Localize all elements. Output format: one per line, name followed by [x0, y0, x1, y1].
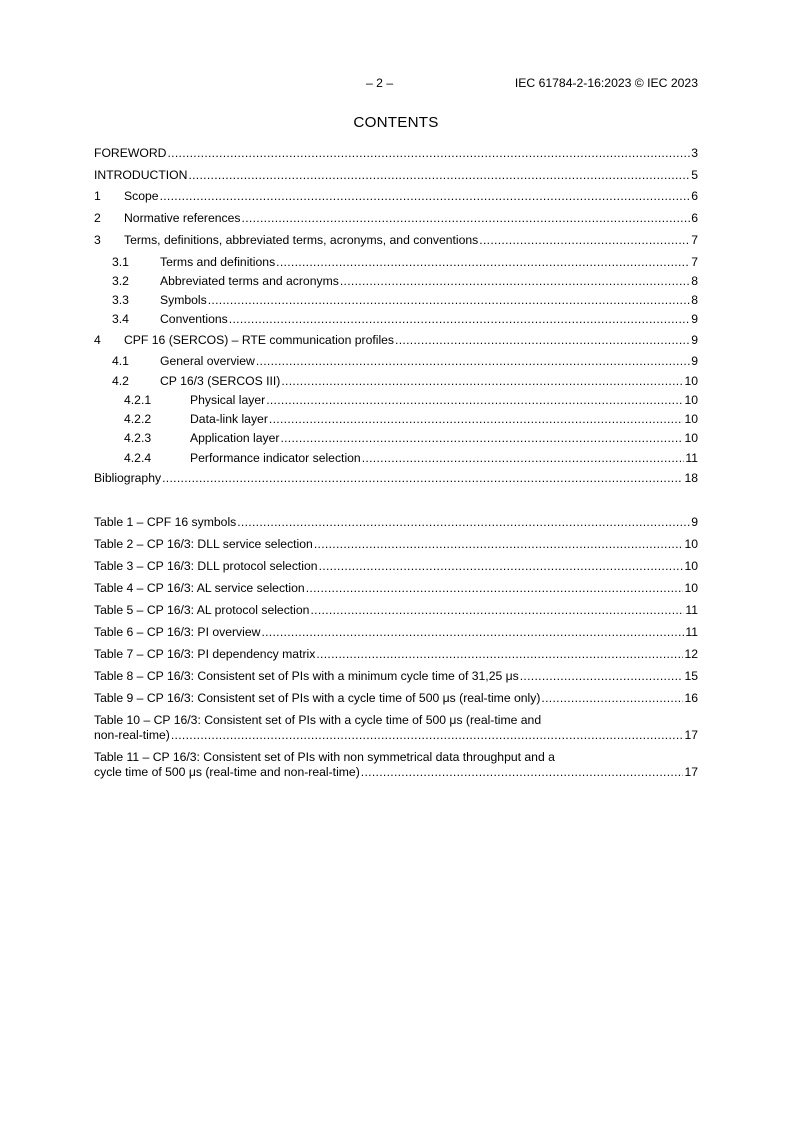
table-label: Table 8 – CP 16/3: Consistent set of PIs with a minimum cycle time of 31,25 μs — [94, 669, 519, 683]
table-page: 11 — [685, 625, 698, 639]
toc-leader — [208, 292, 690, 309]
toc-entry-4-2[interactable] — [94, 373, 698, 390]
table-page: 10 — [684, 581, 698, 595]
toc-page: 6 — [691, 189, 698, 203]
toc-entry-3-4[interactable] — [94, 311, 698, 328]
toc-page: 10 — [684, 412, 698, 426]
toc-number: 4.2.1 — [124, 393, 152, 407]
toc-number: 3 — [94, 233, 101, 247]
toc-entry-bibliography[interactable] — [94, 470, 698, 487]
toc-entry-4-2-1[interactable] — [94, 392, 698, 409]
table-label-line2-row — [94, 728, 698, 743]
toc-leader — [256, 353, 690, 370]
table-entry-11[interactable] — [94, 750, 698, 780]
toc-entry-4-1[interactable] — [94, 353, 698, 370]
table-entry-6[interactable] — [94, 624, 698, 641]
toc-label: Conventions — [160, 312, 228, 326]
toc-number: 3.3 — [112, 293, 129, 307]
toc-label: CP 16/3 (SERCOS III) — [160, 374, 281, 388]
toc-page: 8 — [691, 274, 698, 288]
toc-label: Terms, definitions, abbreviated terms, acronyms, and conventions — [124, 233, 479, 247]
toc-page: 10 — [684, 374, 698, 388]
table-label: Table 9 – CP 16/3: Consistent set of PIs with a cycle time of 500 μs (real-time only) — [94, 691, 541, 705]
table-page: 10 — [684, 537, 698, 551]
toc-label: Abbreviated terms and acronyms — [160, 274, 339, 288]
toc-leader — [229, 311, 690, 328]
toc-page: 11 — [685, 451, 698, 465]
table-page: 12 — [684, 647, 698, 661]
toc-leader — [162, 470, 683, 487]
toc-leader — [280, 430, 683, 447]
toc-number: 3.2 — [112, 274, 129, 288]
page-title: CONTENTS — [353, 114, 439, 131]
table-entry-7[interactable] — [94, 646, 698, 663]
toc-label: Performance indicator selection — [190, 451, 361, 465]
toc-page: 6 — [691, 211, 698, 225]
table-entry-4[interactable] — [94, 580, 698, 597]
toc-entry-2[interactable] — [94, 210, 698, 227]
table-page: 15 — [684, 669, 698, 683]
toc-number: 1 — [94, 189, 101, 203]
toc-page: 3 — [691, 146, 698, 160]
table-label: Table 7 – CP 16/3: PI dependency matrix — [94, 647, 316, 661]
toc-page: 10 — [684, 431, 698, 445]
toc-page: 9 — [691, 312, 698, 326]
toc-label: General overview — [160, 354, 255, 368]
toc-leader — [316, 646, 683, 663]
table-page: 10 — [684, 559, 698, 573]
toc-label: Physical layer — [190, 393, 266, 407]
toc-entry-4-2-4[interactable] — [94, 450, 698, 467]
toc-label: Data-link layer — [190, 412, 268, 426]
table-page: 9 — [691, 515, 698, 529]
table-page: 11 — [685, 603, 698, 617]
toc-number: 3.1 — [112, 255, 129, 269]
table-label-line2: non-real-time) — [94, 728, 170, 742]
table-entry-9[interactable] — [94, 690, 698, 707]
toc-leader — [395, 332, 690, 349]
toc-entry-4[interactable] — [94, 332, 698, 349]
toc-page: 9 — [691, 354, 698, 368]
toc-leader — [362, 450, 685, 467]
table-label-line1: Table 11 – CP 16/3: Consistent set of PIs with non symmetrical data throughput and a — [94, 750, 555, 764]
table-label: Table 6 – CP 16/3: PI overview — [94, 625, 261, 639]
table-label: Table 1 – CPF 16 symbols — [94, 515, 237, 529]
toc-leader — [276, 254, 690, 271]
toc-entry-foreword[interactable] — [94, 145, 698, 162]
toc-entry-3[interactable] — [94, 232, 698, 249]
table-label: Table 4 – CP 16/3: AL service selection — [94, 581, 305, 595]
toc-leader — [541, 690, 683, 707]
toc-leader — [171, 728, 684, 743]
toc-page: 7 — [691, 233, 698, 247]
toc-number: 4.2 — [112, 374, 129, 388]
toc-leader — [314, 536, 684, 553]
toc-number: 2 — [94, 211, 101, 225]
toc-page: 5 — [691, 168, 698, 182]
toc-leader — [310, 602, 684, 619]
table-page: 17 — [684, 728, 698, 742]
table-entry-1[interactable] — [94, 514, 698, 531]
toc-entry-3-2[interactable] — [94, 273, 698, 290]
toc-entry-3-3[interactable] — [94, 292, 698, 309]
toc-leader — [319, 558, 684, 575]
toc-number: 3.4 — [112, 312, 129, 326]
toc-page: 18 — [684, 471, 698, 485]
toc-label: FOREWORD — [94, 146, 167, 160]
toc-leader — [306, 580, 684, 597]
toc-leader — [361, 765, 684, 780]
toc-entry-4-2-2[interactable] — [94, 411, 698, 428]
toc-entry-introduction[interactable] — [94, 167, 698, 184]
toc-page: 8 — [691, 293, 698, 307]
toc-page: 9 — [691, 333, 698, 347]
table-label-line2-row — [94, 765, 698, 780]
toc-leader — [237, 514, 690, 531]
table-label-line1: Table 10 – CP 16/3: Consistent set of PIs with a cycle time of 500 μs (real-time and — [94, 713, 542, 727]
toc-label: Terms and definitions — [160, 255, 276, 269]
table-page: 17 — [684, 765, 698, 779]
toc-label: Scope — [124, 189, 159, 203]
toc-entry-3-1[interactable] — [94, 254, 698, 271]
page-header — [94, 76, 698, 92]
table-label-line2: cycle time of 500 μs (real-time and non-real-time) — [94, 765, 360, 779]
table-label: Table 3 – CP 16/3: DLL protocol selection — [94, 559, 318, 573]
toc-leader — [269, 411, 684, 428]
table-label: Table 2 – CP 16/3: DLL service selection — [94, 537, 313, 551]
toc-leader — [520, 668, 684, 685]
toc-page: 7 — [691, 255, 698, 269]
toc-entry-4-2-3[interactable] — [94, 430, 698, 447]
toc-leader — [160, 188, 691, 205]
table-entry-3[interactable] — [94, 558, 698, 575]
toc-leader — [242, 210, 691, 227]
toc-page: 10 — [684, 393, 698, 407]
page-number: – 2 – — [366, 76, 394, 90]
table-entry-8[interactable] — [94, 668, 698, 685]
toc-label: CPF 16 (SERCOS) – RTE communication profiles — [124, 333, 395, 347]
toc-leader — [479, 232, 690, 249]
toc-number: 4.1 — [112, 354, 129, 368]
toc-number: 4.2.3 — [124, 431, 152, 445]
toc-leader — [167, 145, 690, 162]
toc-number: 4 — [94, 333, 101, 347]
toc-leader — [188, 167, 690, 184]
toc-label: Symbols — [160, 293, 207, 307]
toc-label: Bibliography — [94, 471, 162, 485]
toc-leader — [281, 373, 683, 390]
toc-entry-1[interactable] — [94, 188, 698, 205]
toc-label: INTRODUCTION — [94, 168, 188, 182]
toc-leader — [340, 273, 690, 290]
toc-leader — [261, 624, 684, 641]
toc-leader — [266, 392, 683, 409]
toc-number: 4.2.4 — [124, 451, 152, 465]
toc-label: Application layer — [190, 431, 280, 445]
document-id: IEC 61784-2-16:2023 © IEC 2023 — [514, 76, 698, 90]
toc-label: Normative references — [124, 211, 241, 225]
toc-number: 4.2.2 — [124, 412, 152, 426]
table-label: Table 5 – CP 16/3: AL protocol selection — [94, 603, 310, 617]
table-entry-2[interactable] — [94, 536, 698, 553]
table-entry-10[interactable] — [94, 713, 698, 743]
table-page: 16 — [684, 691, 698, 705]
table-entry-5[interactable] — [94, 602, 698, 619]
